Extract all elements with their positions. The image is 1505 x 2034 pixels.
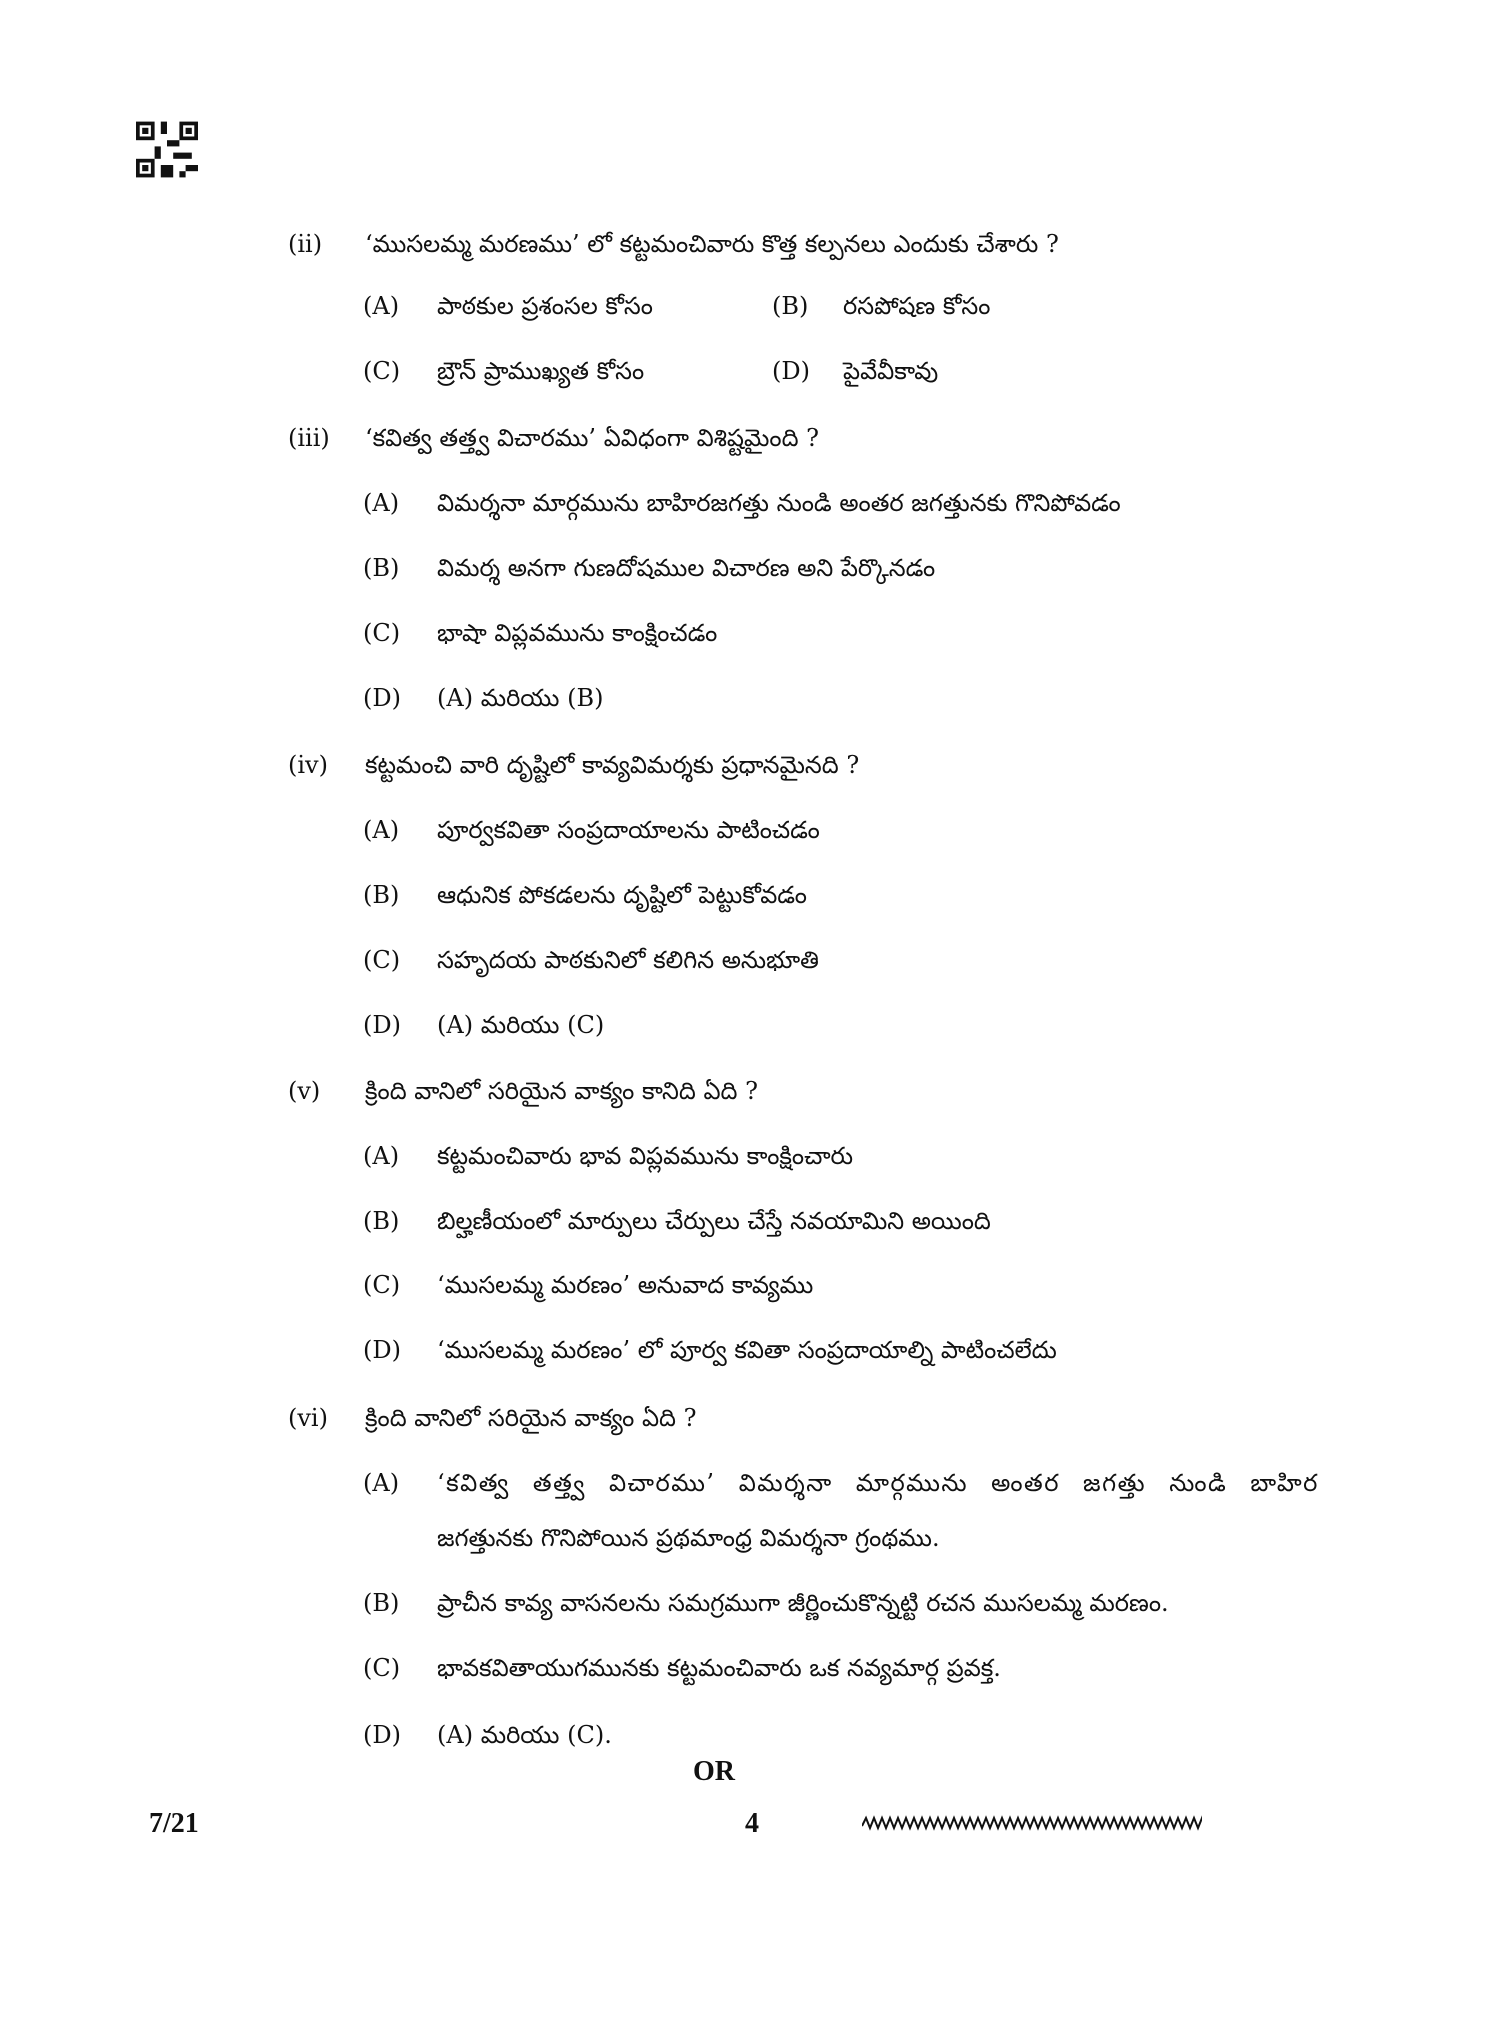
- option-text: బిల్హణీయంలో మార్పులు చేర్పులు చేస్తే నవయామిని అయింది: [437, 1207, 991, 1235]
- option-label: (A): [363, 489, 400, 517]
- option-text: ‘ముసలమ్మ మరణం’ లో పూర్వ కవితా సంప్రదాయాల్ని పాటించలేదు: [437, 1336, 1057, 1364]
- option-text: కట్టమంచివారు భావ విప్లవమును కాంక్షించారు: [437, 1142, 854, 1170]
- option-label: (C): [363, 946, 401, 974]
- question-text: కట్టమంచి వారి దృష్టిలో కావ్యవిమర్శకు ప్రధానమైనది ?: [365, 751, 860, 779]
- option-text: (A) మరియు (B): [437, 684, 604, 712]
- option-text: విమర్శ అనగా గుణదోషముల విచారణ అని పేర్కొనడం: [437, 554, 936, 582]
- wavy-line-icon: [862, 1812, 1202, 1836]
- question-text: క్రింది వానిలో సరియైన వాక్యం కానిది ఏది ?: [365, 1077, 758, 1105]
- option-label: (D): [363, 684, 401, 712]
- question-number: (ii): [288, 230, 323, 258]
- option-label: (D): [363, 1336, 401, 1364]
- option-label: (D): [772, 357, 810, 385]
- option-label: (A): [363, 1142, 400, 1170]
- option-text: ఆధునిక పోకడలను దృష్టిలో పెట్టుకోవడం: [437, 881, 807, 909]
- question-number: (iii): [288, 424, 330, 452]
- option-label: (A): [363, 816, 400, 844]
- option-text: విమర్శనా మార్గమును బాహిరజగత్తు నుండి అంతర జగత్తునకు గొనిపోవడం: [437, 489, 1121, 517]
- option-label: (C): [363, 357, 401, 385]
- option-label: (A): [363, 292, 400, 320]
- option-text: ‘ముసలమ్మ మరణం’ అనువాద కావ్యము: [437, 1271, 814, 1299]
- option-label: (B): [772, 292, 809, 320]
- question-text: ‘ముసలమ్మ మరణము’ లో కట్టమంచివారు కొత్త కల్పనలు ఎందుకు చేశారు ?: [365, 230, 1059, 258]
- question-text: ‘కవిత్వ తత్త్వ విచారము’ ఏవిధంగా విశిష్టమైంది ?: [365, 424, 820, 452]
- option-label: (B): [363, 1207, 400, 1235]
- option-text: ప్రాచీన కావ్య వాసనలను సమగ్రముగా జీర్ణించుకొన్నట్టి రచన ముసలమ్మ మరణం.: [437, 1589, 1169, 1617]
- option-label: (C): [363, 1271, 401, 1299]
- option-label: (A): [363, 1469, 400, 1497]
- option-text: పూర్వకవితా సంప్రదాయాలను పాటించడం: [437, 816, 820, 844]
- option-label: (D): [363, 1721, 401, 1749]
- question-number: (iv): [288, 751, 328, 779]
- option-label: (C): [363, 1654, 401, 1682]
- option-text: బ్రౌన్ ప్రాముఖ్యత కోసం: [437, 357, 645, 385]
- option-label: (C): [363, 619, 401, 647]
- qr-code-icon: [136, 121, 198, 178]
- option-label: (B): [363, 554, 400, 582]
- option-label: (B): [363, 1589, 400, 1617]
- question-number: (vi): [288, 1404, 328, 1432]
- option-text: (A) మరియు (C): [437, 1011, 605, 1039]
- option-label: (B): [363, 881, 400, 909]
- option-text: ‘కవిత్వ తత్త్వ విచారము’ విమర్శనా మార్గమును అంతర జగత్తు నుండి బాహిర: [437, 1469, 1319, 1497]
- option-text-continued: జగత్తునకు గొనిపోయిన ప్రథమాంధ్ర విమర్శనా గ్రంథము.: [437, 1524, 940, 1552]
- option-text: సహృదయ పాఠకునిలో కలిగిన అనుభూతి: [437, 946, 819, 974]
- page-number: 4: [745, 1808, 759, 1839]
- option-label: (D): [363, 1011, 401, 1039]
- option-text: భావకవితాయుగమునకు కట్టమంచివారు ఒక నవ్యమార్గ ప్రవక్త.: [437, 1654, 1001, 1682]
- or-separator: OR: [693, 1756, 735, 1787]
- paper-code: 7/21: [149, 1808, 199, 1839]
- question-number: (v): [288, 1077, 321, 1105]
- option-text: పాఠకుల ప్రశంసల కోసం: [437, 292, 653, 320]
- option-text: భాషా విప్లవమును కాంక్షించడం: [437, 619, 718, 647]
- option-text: రసపోషణ కోసం: [843, 292, 991, 320]
- question-text: క్రింది వానిలో సరియైన వాక్యం ఏది ?: [365, 1404, 697, 1432]
- option-text: (A) మరియు (C).: [437, 1721, 612, 1749]
- option-text: పైవేవీకావు: [843, 357, 939, 385]
